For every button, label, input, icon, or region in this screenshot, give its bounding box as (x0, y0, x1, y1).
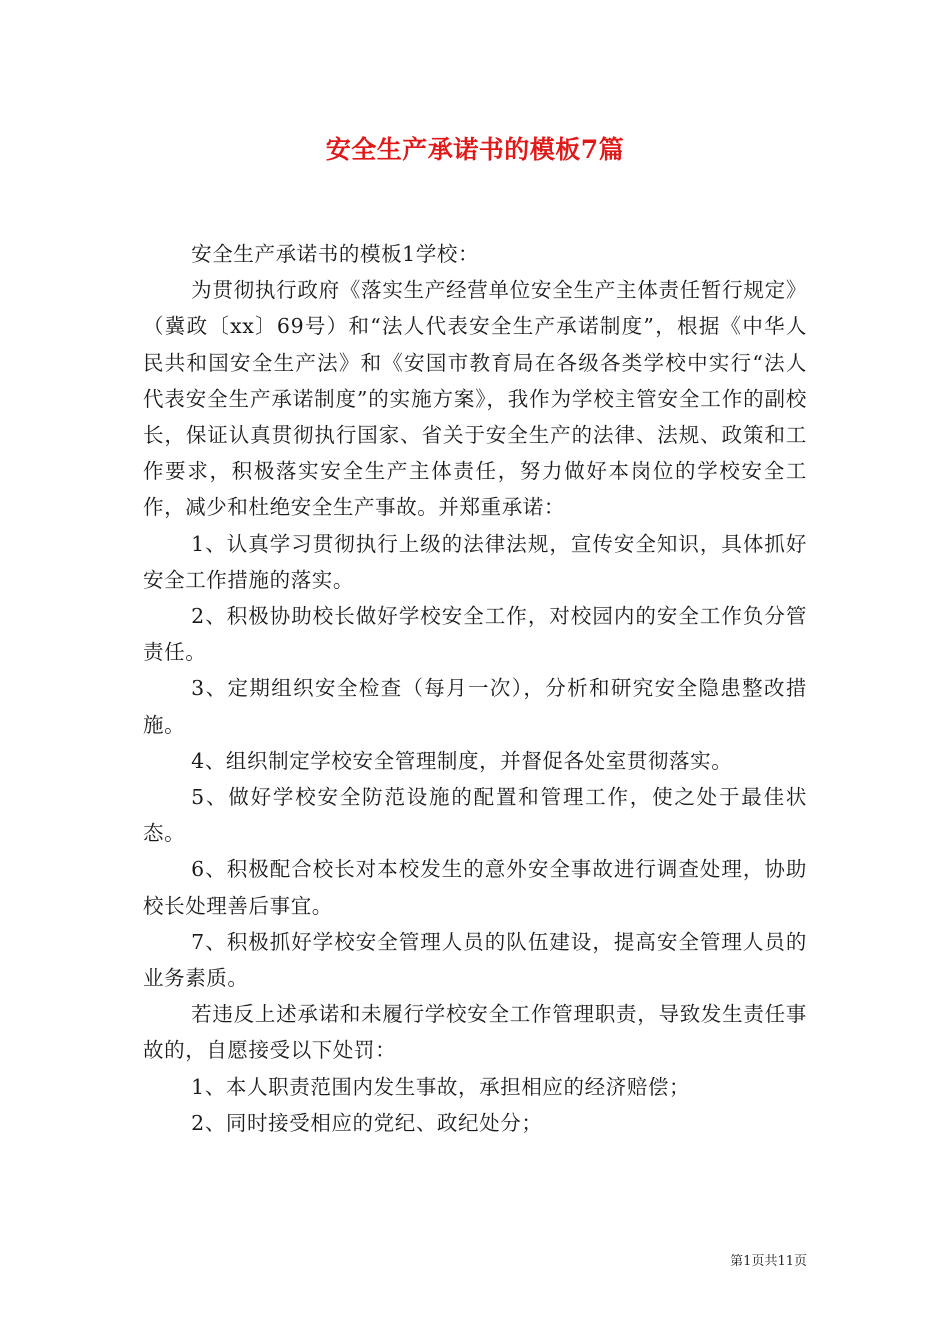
commitment-item-1: 1、认真学习贯彻执行上级的法律法规，宣传安全知识，具体抓好安全工作措施的落实。 (143, 531, 807, 592)
commitment-item-2: 2、积极协助校长做好学校安全工作，对校园内的安全工作负分管责任。 (143, 604, 807, 665)
commitment-item-4: 4、组织制定学校安全管理制度，并督促各处室贯彻落实。 (191, 748, 733, 773)
penalty-intro-paragraph: 若违反上述承诺和未履行学校安全工作管理职责，导致发生责任事故的，自愿接受以下处罚： (143, 1002, 807, 1063)
penalty-item-2: 2、同时接受相应的党纪、政纪处分； (191, 1110, 543, 1135)
page-number-footer: 第1页共11页 (730, 1254, 807, 1269)
commitment-item-6: 6、积极配合校长对本校发生的意外安全事故进行调查处理，协助校长处理善后事宜。 (143, 857, 807, 918)
document-body (143, 236, 807, 1141)
commitment-item-3: 3、定期组织安全检查（每月一次），分析和研究安全隐患整改措施。 (143, 676, 807, 737)
commitment-item-7: 7、积极抓好学校安全管理人员的队伍建设，提高安全管理人员的业务素质。 (143, 929, 807, 991)
intro-paragraph: 为贯彻执行政府《落实生产经营单位安全生产主体责任暂行规定》（冀政〔xx〕69号）和“法人代表安全生产承诺制度”，根据《中华人民共和国安全生产法》和《安国市教育局在各级各类学校中实行“法人代表安全生产承诺制度”的实施方案》，我作为学校主管安全工作的副校长，保证认真贯彻执行国家、省关于安全生产的法律、法规、政策和工作要求，积极落实安全生产主体责任，努力做好本岗位的学校安全工作，减少和杜绝安全生产事故。并郑重承诺： (143, 278, 807, 520)
section-heading: 安全生产承诺书的模板1学校： (191, 242, 480, 266)
document-title: 安全生产承诺书的模板7篇 (325, 135, 625, 164)
penalty-item-1: 1、本人职责范围内发生事故，承担相应的经济赔偿； (191, 1074, 691, 1099)
commitment-item-5: 5、做好学校安全防范设施的配置和管理工作，使之处于最佳状态。 (143, 785, 807, 846)
